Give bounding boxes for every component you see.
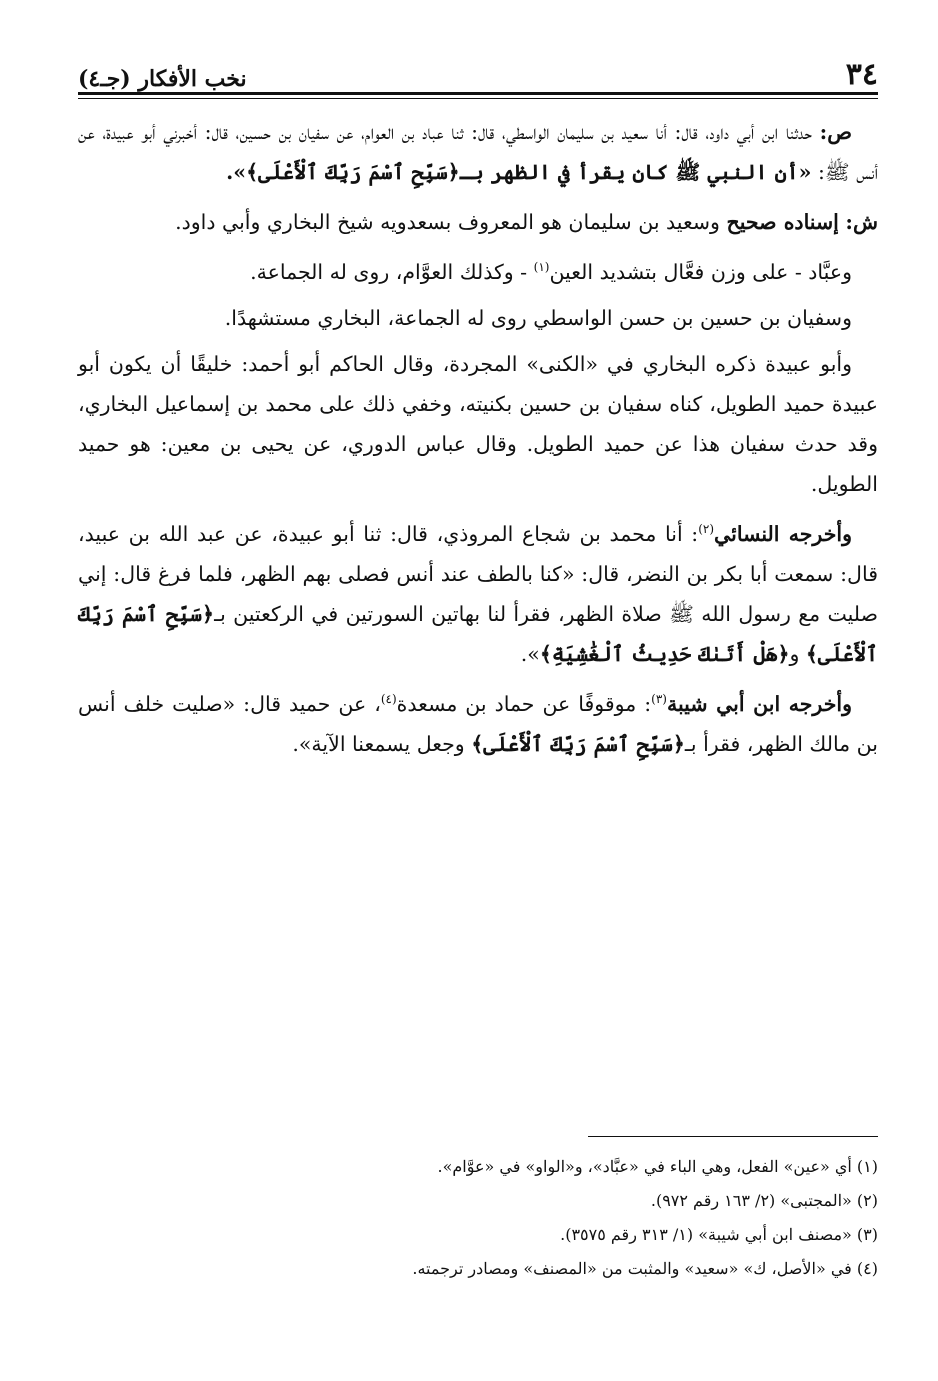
abu-ubayda-text: وأبو عبيدة ذكره البخاري في «الكنى» المجردة، وقال الحاكم أبو أحمد: خليقًا أن يكون أبو عبيدة حميد الطويل، كناه سفيان بن حسين بكنيته، وخفي ذلك على محمد بن إسماعيل البخاري، وقد حدث سفيان هذا عن حميد الطويل. وقال عباس الدوري، عن يحيى بن معين: هو حميد الطويل. [78,352,878,496]
ibn-abi-shayba-paragraph [78,684,878,764]
nasai-text: : أنا محمد بن شجاع المروذي، قال: ثنا أبو عبيدة، عن عبد الله بن عبيد، قال: سمعت أبا بكر بن النضر، قال: «كنا بالطف عند أنس فصلى بهم الظهر، فلما فرغ قال: إني صليت مع رسول الله ﷺ صلاة الظهر، فقرأ لنا بهاتين السورتين في الركعتين بـ [78,522,878,626]
header-rule-thin [78,98,878,99]
hadith-isnad: حدثنا ابن أبي داود، قال: أنا سعيد بن سليمان الواسطي، قال: ثنا عباد بن العوام، عن سفيان بن حسين، قال: أخبرني أبو عبيدة، عن أنس ﷺ: [78,120,878,184]
commentary-text: وسعيد بن سليمان هو المعروف بسعدويه شيخ البخاري وأبي داود. [175,210,720,234]
ibn-abi-shayba-text-1: : موقوفًا عن حماد بن مسعدة [396,692,652,716]
footnote-4: (٤) في «الأصل، ك» «سعيد» والمثبت من «المصنف» ومصادر ترجمته. [412,1259,878,1278]
footnote-separator [588,1136,878,1137]
page-header [78,48,878,90]
nasai-end: ». [520,642,540,666]
nasai-lead: وأخرجه النسائي [714,522,852,546]
footnote-ref-2[interactable]: (٢) [698,522,715,537]
abbad-text: وعبَّاد - على وزن فعَّال بتشديد العين [549,260,852,284]
quran-verse-a-la-2: ﴿سَبِّحِ ٱسْمَ رَبِّكَ ٱلْأَعْلَى﴾ [471,732,685,756]
footnote-2: (٢) «المجتبى» (٢/ ١٦٣ رقم ٩٧٢). [650,1191,878,1210]
header-rule [78,92,878,95]
abbad-note-paragraph [78,252,878,292]
main-text [78,112,878,774]
isnad-grade: إسناده صحيح [726,210,839,234]
abbad-text-end: - وكذلك العوَّام، روى له الجماعة. [250,260,528,284]
conjunction: و [789,642,800,666]
sufyan-text: وسفيان بن حسين بن حسن الواسطي روى له الجماعة، البخاري مستشهدًا. [224,306,852,330]
footnote-ref-3[interactable]: (٣) [651,692,667,707]
running-title: نخب الأفكار (جـ٤) [78,66,247,92]
sad-marker: ص: [819,120,852,144]
nasai-paragraph [78,514,878,674]
abu-ubayda-paragraph [78,344,878,504]
ibn-abi-shayba-text-3: وجعل يسمعنا الآية». [292,732,465,756]
footnote-ref-1[interactable]: (١) [533,260,550,275]
page-number: ٣٤ [845,57,878,92]
sufyan-paragraph [78,298,878,338]
ibn-abi-shayba-lead: وأخرجه ابن أبي شيبة [666,692,853,716]
footnotes [78,1150,878,1286]
footnote-ref-4[interactable]: (٤) [380,692,397,707]
commentary-paragraph [78,202,878,242]
quran-verse-ghashiya: ﴿هَلْ أَتَىٰكَ حَدِيثُ ٱلْغَٰشِيَةِ﴾ [539,642,790,666]
footnote-1: (١) أي «عين» الفعل، وهي الباء في «عبَّاد»، و«الواو» في «عوَّام». [437,1157,878,1176]
quran-verse-a-la: ﴿سَبِّحِ ٱسْمَ رَبِّكَ ٱلْأَعْلَى﴾ [78,602,878,666]
shin-marker: ش: [845,210,878,234]
hadith-matn: «أن النبي ﷺ كان يقرأ في الظهر بـ﴿سَبِّحِ ٱسْمَ رَبِّكَ ٱلْأَعْلَى﴾». [226,160,812,184]
ibn-abi-shayba-text-2: ، عن حميد قال: «صليت خلف أنس بن مالك الظهر، فقرأ بـ [78,692,878,756]
hadith-text-paragraph [78,112,878,192]
footnote-3: (٣) «مصنف ابن أبي شيبة» (١/ ٣١٣ رقم ٣٥٧٥). [560,1225,878,1244]
